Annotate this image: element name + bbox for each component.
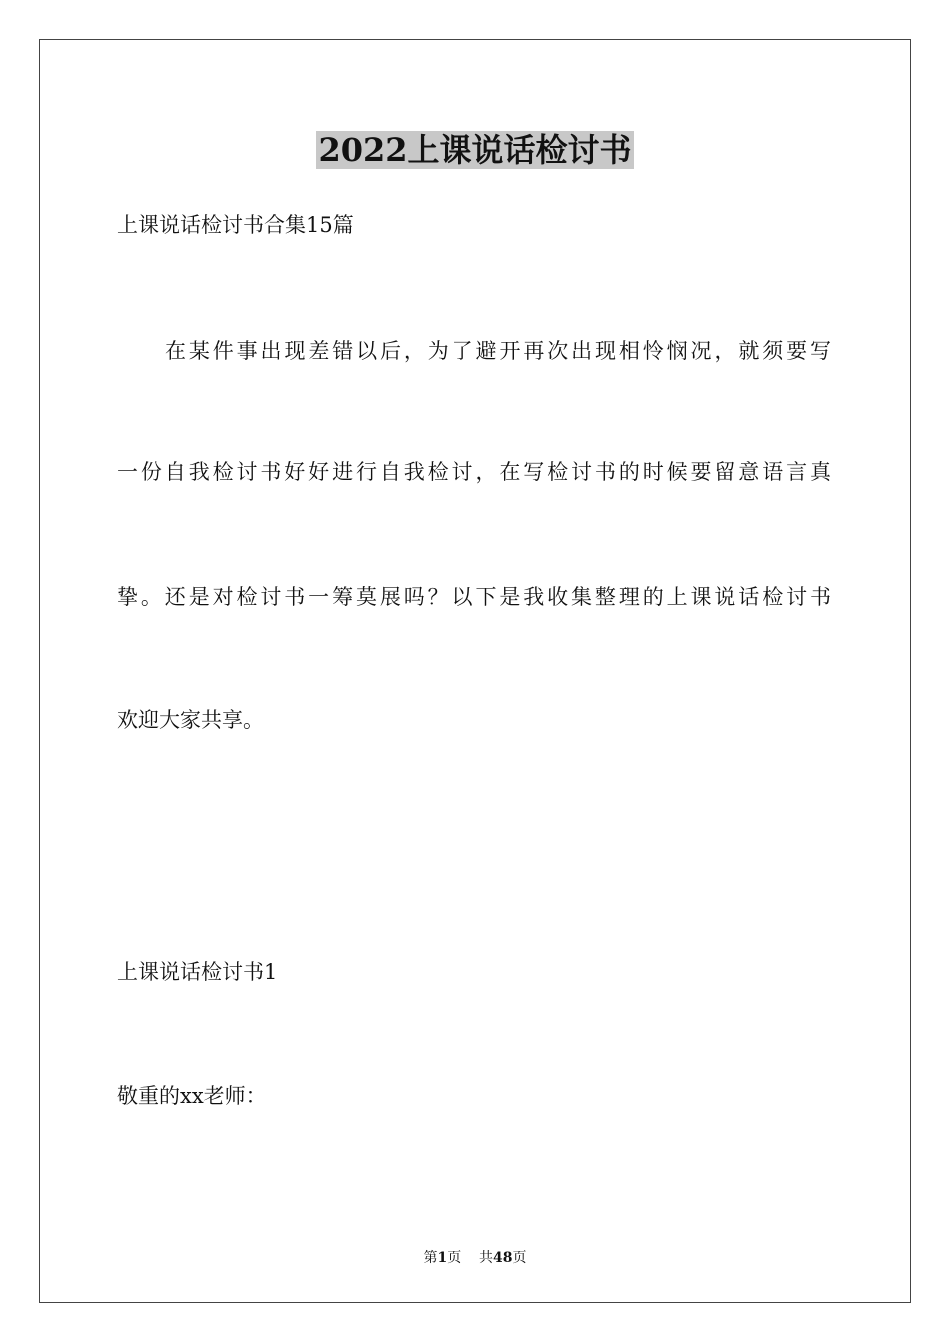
salutation: 敬重的xx老师： — [117, 1084, 267, 1108]
document-subtitle: 上课说话检讨书合集15篇 — [117, 213, 354, 237]
intro-line-1: 在某件事出现差错以后，为了避开再次出现相怜悯况，就须要写 — [165, 339, 831, 363]
intro-line-3: 挚。还是对检讨书一筹莫展吗？以下是我收集整理的上课说话检讨书 — [117, 585, 831, 609]
intro-line-2: 一份自我检讨书好好进行自我检讨，在写检讨书的时候要留意语言真 — [117, 460, 831, 484]
footer-total-suffix: 页 — [512, 1250, 527, 1266]
footer-page-number: 1 — [437, 1250, 448, 1266]
footer-page-prefix: 第 — [423, 1250, 438, 1266]
footer-total-pages: 48 — [493, 1250, 513, 1266]
document-title-text: 2022上课说话检讨书 — [318, 131, 632, 169]
document-title — [0, 128, 950, 172]
footer-page-suffix: 页 — [447, 1250, 462, 1266]
section-heading: 上课说话检讨书1 — [117, 960, 278, 984]
page-footer — [0, 1248, 950, 1268]
intro-line-4: 欢迎大家共享。 — [117, 708, 264, 732]
footer-total-prefix: 共 — [479, 1250, 494, 1266]
